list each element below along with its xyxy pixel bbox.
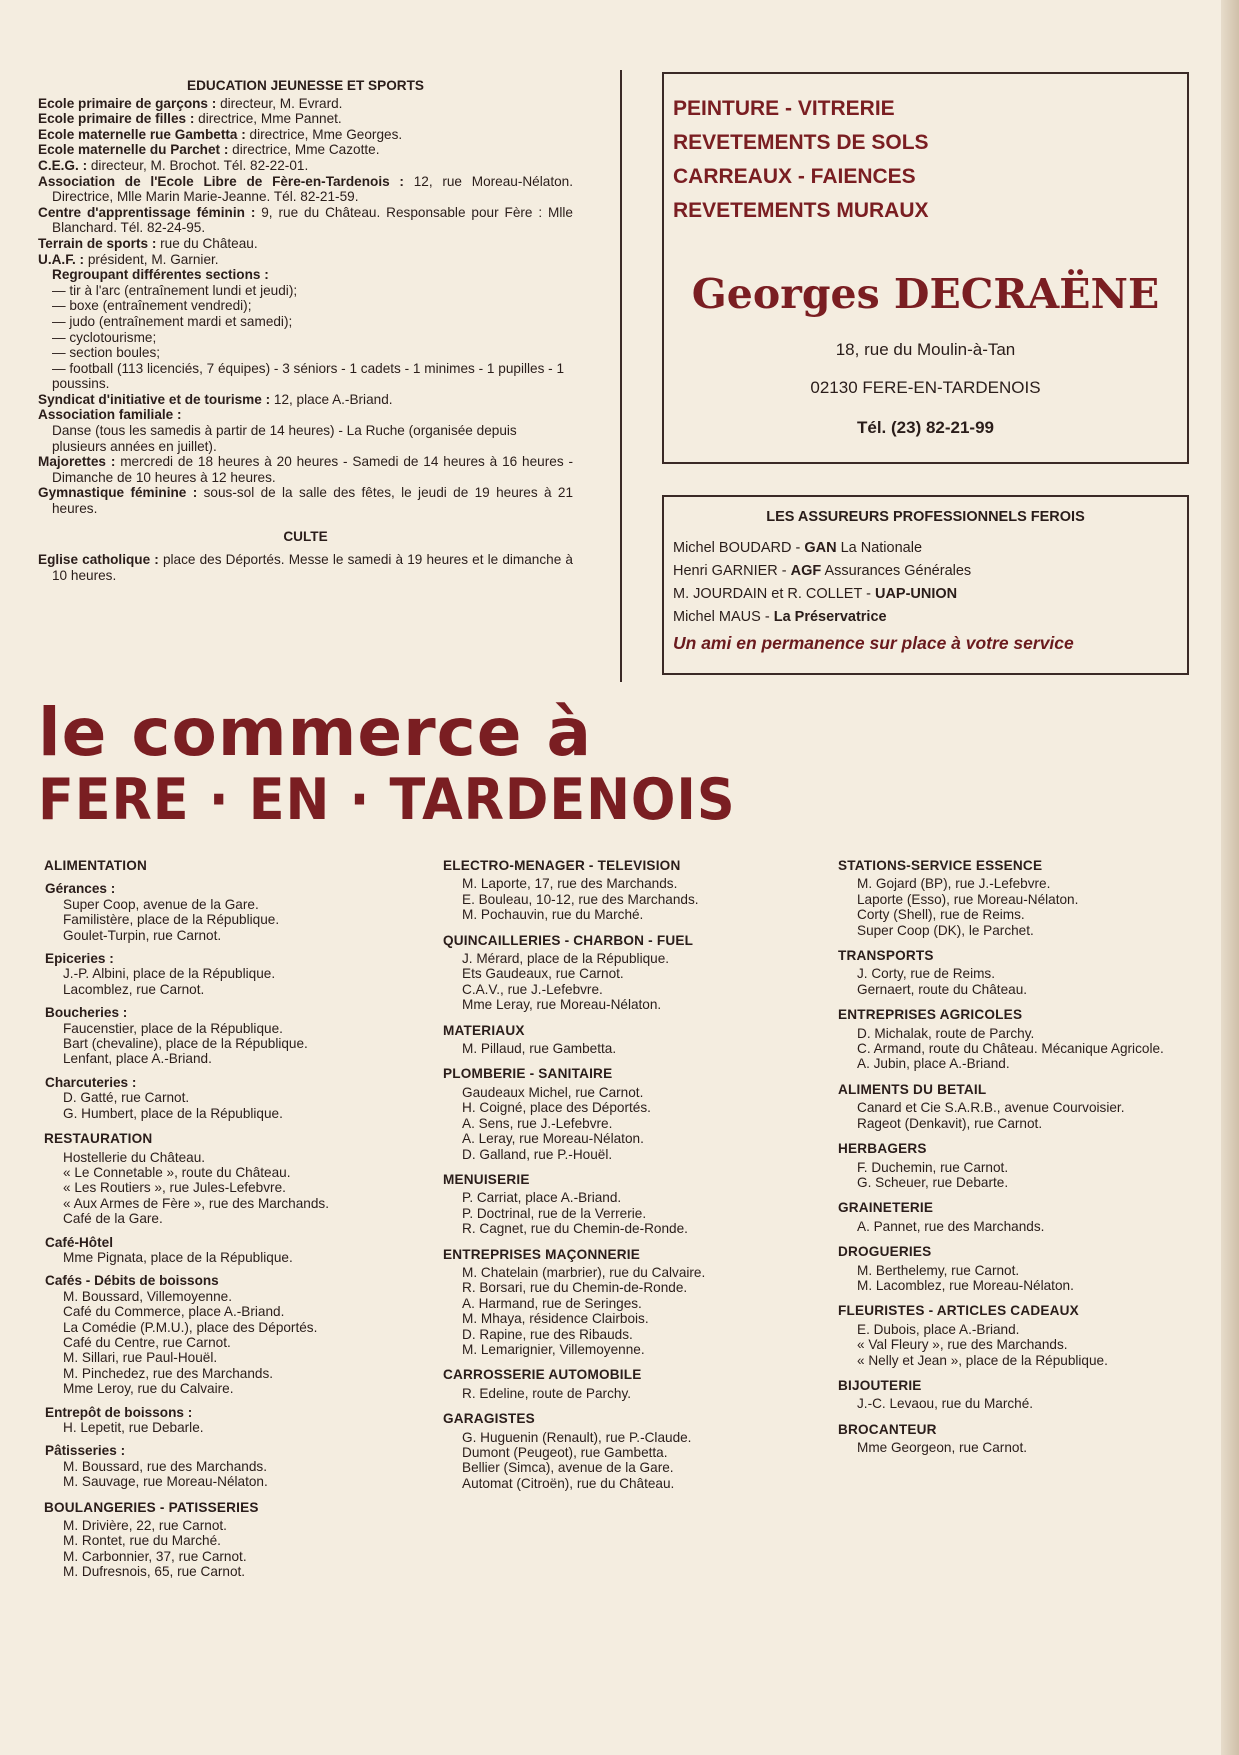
- education-text: directeur, M. Brochot. Tél. 82-22-01.: [87, 157, 309, 173]
- category-heading: MENUISERIE: [443, 1171, 530, 1187]
- education-text: président, M. Garnier.: [84, 251, 219, 267]
- listing-group: [44, 1289, 414, 1397]
- category-heading: QUINCAILLERIES - CHARBON - FUEL: [443, 932, 694, 948]
- listing-group: [443, 1041, 818, 1056]
- uaf-section-item: — cyclotourisme;: [52, 329, 157, 345]
- listing-item: Bart (chevaline), place de la République.: [63, 1036, 308, 1052]
- education-label: Gymnastique féminine :: [38, 485, 198, 501]
- listing-group: [44, 1420, 414, 1435]
- ad-service-line: REVETEMENTS DE SOLS: [673, 131, 929, 154]
- listing-item: M. Berthelemy, rue Carnot.: [857, 1262, 1020, 1278]
- listing-group: [838, 1160, 1208, 1191]
- education-entry: [38, 485, 573, 516]
- listing-group: [44, 897, 414, 943]
- listing-group: [44, 1459, 414, 1490]
- listing-group: [443, 1386, 818, 1401]
- subcategory-heading: Epiceries :: [45, 951, 114, 967]
- listing-item: J.-C. Levaou, rue du Marché.: [857, 1396, 1034, 1412]
- insurer-row: [673, 560, 1178, 583]
- education-entry: [38, 407, 573, 423]
- education-text: 12, place A.-Briand.: [270, 391, 393, 407]
- listing-item: J. Corty, rue de Reims.: [857, 966, 995, 982]
- listing-item: Mme Pignata, place de la République.: [63, 1249, 293, 1265]
- subcategory-heading: Gérances :: [45, 881, 116, 897]
- culte-label: Eglise catholique :: [38, 552, 159, 568]
- category-heading: MATERIAUX: [443, 1022, 525, 1038]
- insurer-company: UAP-UNION: [874, 586, 958, 602]
- listing-group: [838, 1100, 1208, 1131]
- listing-item: Goulet-Turpin, rue Carnot.: [63, 927, 222, 943]
- listing-item: E. Bouleau, 10-12, rue des Marchands.: [462, 891, 699, 907]
- listing-item: Canard et Cie S.A.R.B., avenue Courvoisier.: [857, 1100, 1125, 1116]
- education-label: Association de l'Ecole Libre de Fère-en-Tardenois :: [38, 173, 404, 189]
- insurer-name: M. JOURDAIN et R. COLLET -: [673, 586, 875, 602]
- insurer-row: [673, 583, 1178, 606]
- listing-item: P. Doctrinal, rue de la Verrerie.: [462, 1205, 647, 1221]
- education-entry: [38, 127, 573, 143]
- uaf-sections-list: [38, 283, 573, 392]
- category-heading: BIJOUTERIE: [838, 1377, 922, 1393]
- education-label: Association familiale :: [38, 407, 182, 423]
- category-heading: TRANSPORTS: [838, 948, 934, 964]
- listing-item: M. Boussard, Villemoyenne.: [63, 1288, 232, 1304]
- education-entry: [38, 111, 573, 127]
- ad-service-line: CARREAUX - FAIENCES: [673, 165, 916, 188]
- uaf-subheading: Regroupant différentes sections :: [52, 267, 269, 283]
- subcategory-heading: Charcuteries :: [45, 1074, 137, 1090]
- listing-item: Gaudeaux Michel, rue Carnot.: [462, 1084, 644, 1100]
- listing-item: Lenfant, place A.-Briand.: [63, 1051, 212, 1067]
- education-text: sous-sol de la salle des fêtes, le jeudi de 19 heures à 21 heures.: [52, 485, 574, 517]
- listing-group: [44, 1021, 414, 1067]
- listing-group: [44, 1150, 414, 1227]
- ad-phone: Tél. (23) 82-21-99: [856, 418, 994, 437]
- uaf-section-item: — football (113 licenciés, 7 équipes) - 3 séniors - 1 cadets - 1 minimes - 1 pupilles - 1 poussins.: [52, 360, 565, 392]
- listing-item: D. Gatté, rue Carnot.: [63, 1090, 190, 1106]
- listing-group: [838, 1322, 1208, 1368]
- listing-item: G. Humbert, place de la République.: [63, 1105, 283, 1121]
- listing-item: Super Coop, avenue de la Gare.: [63, 896, 259, 912]
- listing-item: M. Boussard, rue des Marchands.: [63, 1458, 267, 1474]
- education-entry: [38, 96, 573, 112]
- listing-item: M. Mhaya, résidence Clairbois.: [462, 1311, 649, 1327]
- listing-item: M. Chatelain (marbrier), rue du Calvaire.: [462, 1264, 706, 1280]
- listing-item: Café du Commerce, place A.-Briand.: [63, 1304, 285, 1320]
- ad-services-list: [664, 92, 1187, 228]
- category-heading: CARROSSERIE AUTOMOBILE: [443, 1367, 642, 1383]
- directory-column-1: [44, 858, 414, 1580]
- listing-group: [838, 966, 1208, 997]
- listing-item: E. Dubois, place A.-Briand.: [857, 1321, 1020, 1337]
- category-heading: STATIONS-SERVICE ESSENCE: [838, 858, 1043, 873]
- insurance-rows: [673, 537, 1178, 629]
- listing-item: M. Carbonnier, 37, rue Carnot.: [63, 1548, 247, 1564]
- listing-group: [443, 1265, 818, 1357]
- listing-item: Dumont (Peugeot), rue Gambetta.: [462, 1445, 668, 1460]
- listing-group: [44, 1518, 414, 1580]
- ad-service-line: PEINTURE - VITRERIE: [673, 97, 895, 120]
- category-heading: FLEURISTES - ARTICLES CADEAUX: [838, 1303, 1079, 1319]
- listing-item: « Val Fleury », rue des Marchands.: [857, 1337, 1068, 1353]
- listing-item: Café du Centre, rue Carnot.: [63, 1334, 231, 1350]
- education-entry: [38, 205, 573, 236]
- category-heading: PLOMBERIE - SANITAIRE: [443, 1066, 613, 1082]
- insurer-company: AGF: [790, 563, 822, 579]
- listing-group: [443, 951, 818, 1013]
- culte-entry: [38, 552, 573, 583]
- category-heading: GRAINETERIE: [838, 1200, 934, 1216]
- uaf-section-item: — boxe (entraînement vendredi);: [52, 298, 252, 314]
- headline-line-1: le commerce à: [38, 694, 593, 771]
- category-heading: HERBAGERS: [838, 1141, 927, 1157]
- listing-item: Mme Georgeon, rue Carnot.: [857, 1440, 1028, 1456]
- listing-item: D. Rapine, rue des Ribauds.: [462, 1326, 633, 1342]
- listing-item: A. Sens, rue J.-Lefebvre.: [462, 1115, 613, 1131]
- listing-item: J. Mérard, place de la République.: [462, 951, 670, 967]
- page-scan-edge: [1221, 0, 1239, 1755]
- ad-service-line: REVETEMENTS MURAUX: [673, 199, 929, 222]
- listing-item: M. Sillari, rue Paul-Houël.: [63, 1350, 218, 1366]
- listing-group: [838, 1263, 1208, 1294]
- insurance-box: [662, 495, 1189, 675]
- education-label: Centre d'apprentissage féminin :: [38, 204, 256, 220]
- listing-item: D. Galland, rue P.-Houël.: [462, 1146, 613, 1162]
- listing-item: Hostellerie du Château.: [63, 1149, 206, 1165]
- listing-item: Faucenstier, place de la République.: [63, 1020, 283, 1036]
- listing-item: « Aux Armes de Fère », rue des Marchands.: [63, 1195, 329, 1211]
- ad-business-name: Georges DECRAËNE: [691, 270, 1160, 318]
- uaf-section-item: — tir à l'arc (entraînement lundi et jeudi);: [52, 282, 298, 298]
- listing-item: M. Rontet, rue du Marché.: [63, 1533, 221, 1549]
- listing-item: P. Carriat, place A.-Briand.: [462, 1190, 622, 1206]
- insurer-company-rest: Assurances Générales: [821, 563, 972, 579]
- listing-item: Lacomblez, rue Carnot.: [63, 981, 205, 997]
- insurer-company-rest: La Nationale: [836, 540, 923, 556]
- education-entry: [38, 236, 573, 252]
- education-entry: [38, 158, 573, 174]
- insurance-slogan: Un ami en permanence sur place à votre service: [673, 633, 1074, 653]
- listing-item: M. Dufresnois, 65, rue Carnot.: [63, 1564, 246, 1580]
- uaf-section-item: — judo (entraînement mardi et samedi);: [52, 313, 293, 329]
- listing-item: R. Edeline, route de Parchy.: [462, 1385, 632, 1401]
- listing-item: C. Armand, route du Château. Mécanique Agricole.: [857, 1041, 1164, 1057]
- education-label: Ecole primaire de garçons :: [38, 95, 217, 111]
- listing-item: La Comédie (P.M.U.), place des Déportés.: [63, 1319, 318, 1335]
- education-text: directeur, M. Evrard.: [216, 95, 343, 111]
- education-entry: [38, 454, 573, 485]
- education-label: Majorettes :: [38, 454, 116, 470]
- subcategory-heading: Boucheries :: [45, 1005, 128, 1021]
- education-text: directrice, Mme Cazotte.: [228, 142, 380, 158]
- education-entry: [38, 392, 573, 408]
- listing-item: Ets Gaudeaux, rue Carnot.: [462, 966, 624, 982]
- education-entries-3: [38, 454, 573, 516]
- listing-item: G. Huguenin (Renault), rue P.-Claude.: [462, 1429, 692, 1445]
- ad-street: 18, rue du Moulin-à-Tan: [835, 340, 1016, 359]
- listing-group: [443, 876, 818, 922]
- insurance-title: LES ASSUREURS PROFESSIONNELS FEROIS: [766, 509, 1085, 525]
- listing-item: M. Pillaud, rue Gambetta.: [462, 1041, 617, 1057]
- education-label: Terrain de sports :: [38, 235, 157, 251]
- education-entries-2: [38, 392, 573, 423]
- listing-group: [443, 1430, 818, 1492]
- listing-item: « Les Routiers », rue Jules-Lefebvre.: [63, 1180, 286, 1196]
- listing-item: M. Lemarignier, Villemoyenne.: [462, 1341, 645, 1357]
- subcategory-heading: Pâtisseries :: [45, 1443, 126, 1459]
- listing-item: Super Coop (DK), le Parchet.: [857, 922, 1034, 938]
- listing-item: A. Jubin, place A.-Briand.: [857, 1056, 1010, 1072]
- listing-item: Café de la Gare.: [63, 1211, 163, 1227]
- listing-item: M. Laporte, 17, rue des Marchands.: [462, 876, 678, 892]
- category-heading: ENTREPRISES AGRICOLES: [838, 1007, 1023, 1023]
- education-label: Ecole maternelle rue Gambetta :: [38, 126, 246, 142]
- listing-group: [443, 1085, 818, 1162]
- listing-item: A. Harmand, rue de Seringes.: [462, 1295, 642, 1311]
- listing-item: « Nelly et Jean », place de la République.: [857, 1352, 1108, 1368]
- insurer-name: Michel MAUS -: [673, 609, 774, 625]
- decraene-ad: [662, 72, 1189, 464]
- listing-item: R. Cagnet, rue du Chemin-de-Ronde.: [462, 1221, 688, 1237]
- insurer-row: [673, 537, 1178, 560]
- category-heading: BROCANTEUR: [838, 1421, 937, 1437]
- column-divider: [620, 70, 622, 682]
- listing-group: [44, 966, 414, 997]
- listing-item: M. Pinchedez, rue des Marchands.: [63, 1365, 274, 1381]
- listing-item: Automat (Citroën), rue du Château.: [462, 1475, 675, 1491]
- insurer-company: GAN: [804, 540, 837, 556]
- listing-item: A. Pannet, rue des Marchands.: [857, 1218, 1045, 1234]
- education-text: 9, rue du Château. Responsable pour Fère : Mlle Blanchard. Tél. 82-24-95.: [52, 204, 573, 236]
- education-entry: [38, 142, 573, 158]
- listing-item: F. Duchemin, rue Carnot.: [857, 1159, 1009, 1175]
- insurer-name: Michel BOUDARD -: [673, 540, 805, 556]
- education-text: directrice, Mme Pannet.: [194, 111, 342, 127]
- education-label: Syndicat d'initiative et de tourisme :: [38, 391, 271, 407]
- listing-item: Rageot (Denkavit), rue Carnot.: [857, 1115, 1043, 1131]
- education-entries: [38, 96, 573, 268]
- listing-group: [838, 1440, 1208, 1455]
- listing-group: [838, 1396, 1208, 1411]
- insurer-row: [673, 606, 1178, 629]
- category-heading: DROGUERIES: [838, 1244, 932, 1260]
- listing-item: A. Leray, rue Moreau-Nélaton.: [462, 1131, 644, 1147]
- category-heading: RESTAURATION: [44, 1131, 153, 1147]
- education-entry: [38, 252, 573, 268]
- listing-item: « Le Connetable », route du Château.: [63, 1164, 291, 1180]
- culte-title: CULTE: [283, 528, 328, 544]
- education-label: Ecole primaire de filles :: [38, 111, 195, 127]
- listing-item: R. Borsari, rue du Chemin-de-Ronde.: [462, 1280, 688, 1296]
- category-heading: ALIMENTATION: [44, 858, 148, 873]
- listing-item: J.-P. Albini, place de la République.: [63, 966, 276, 982]
- culte-text: place des Déportés. Messe le samedi à 19 heures et le dimanche à 10 heures.: [52, 552, 573, 583]
- education-section: [38, 78, 573, 583]
- listing-item: M. Lacomblez, rue Moreau-Nélaton.: [857, 1277, 1074, 1293]
- listing-group: [44, 1250, 414, 1265]
- listing-group: [44, 1090, 414, 1121]
- education-text: 12, rue Moreau-Nélaton. Directrice, Mlle Marin Marie-Jeanne. Tél. 82-21-59.: [52, 173, 573, 205]
- listing-group: [838, 1219, 1208, 1234]
- subcategory-heading: Entrepôt de boissons :: [45, 1404, 193, 1420]
- education-text: rue du Château.: [156, 235, 258, 251]
- category-heading: BOULANGERIES - PATISSERIES: [44, 1499, 259, 1515]
- listing-item: H. Lepetit, rue Debarle.: [63, 1420, 204, 1435]
- uaf-section-item: — section boules;: [52, 345, 161, 361]
- directory-column-2: [443, 858, 818, 1491]
- listing-group: [838, 1026, 1208, 1072]
- insurer-name: Henri GARNIER -: [673, 563, 791, 579]
- listing-item: C.A.V., rue J.-Lefebvre.: [462, 981, 603, 997]
- education-text: directrice, Mme Georges.: [245, 126, 403, 142]
- familiale-text: Danse (tous les samedis à partir de 14 heures) - La Ruche (organisée depuis plusieurs années en juillet).: [52, 423, 517, 454]
- listing-item: Corty (Shell), rue de Reims.: [857, 907, 1025, 923]
- education-label: C.E.G. :: [38, 157, 88, 173]
- category-heading: ENTREPRISES MAÇONNERIE: [443, 1246, 641, 1262]
- listing-item: M. Drivière, 22, rue Carnot.: [63, 1518, 227, 1534]
- listing-item: M. Sauvage, rue Moreau-Nélaton.: [63, 1474, 268, 1490]
- listing-item: D. Michalak, route de Parchy.: [857, 1025, 1035, 1041]
- education-entry: [38, 174, 573, 205]
- category-heading: ELECTRO-MENAGER - TELEVISION: [443, 858, 681, 873]
- listing-item: M. Pochauvin, rue du Marché.: [462, 907, 644, 923]
- subcategory-heading: Cafés - Débits de boissons: [45, 1273, 219, 1289]
- listing-group: [838, 876, 1208, 938]
- insurer-company: La Préservatrice: [773, 609, 887, 625]
- education-title: EDUCATION JEUNESSE ET SPORTS: [187, 78, 424, 93]
- education-text: mercredi de 18 heures à 20 heures - Samedi de 14 heures à 16 heures - Dimanche de 10 heures à 12 heures.: [52, 454, 573, 485]
- listing-item: Familistère, place de la République.: [63, 912, 280, 928]
- education-label: U.A.F. :: [38, 251, 85, 267]
- listing-group: [443, 1190, 818, 1236]
- ad-city: 02130 FERE-EN-TARDENOIS: [810, 378, 1041, 397]
- headline-line-2: FERE · EN · TARDENOIS: [38, 767, 736, 833]
- category-heading: ALIMENTS DU BETAIL: [838, 1081, 987, 1097]
- listing-item: Mme Leray, rue Moreau-Nélaton.: [462, 997, 662, 1013]
- category-heading: GARAGISTES: [443, 1411, 535, 1427]
- listing-item: Bellier (Simca), avenue de la Gare.: [462, 1460, 674, 1476]
- listing-item: H. Coigné, place des Déportés.: [462, 1100, 651, 1116]
- listing-item: M. Gojard (BP), rue J.-Lefebvre.: [857, 876, 1051, 892]
- subcategory-heading: Café-Hôtel: [45, 1234, 113, 1250]
- education-label: Ecole maternelle du Parchet :: [38, 142, 229, 158]
- listing-item: Gernaert, route du Château.: [857, 981, 1028, 997]
- listing-item: Mme Leroy, rue du Calvaire.: [63, 1381, 234, 1397]
- directory-column-3: [838, 858, 1208, 1456]
- listing-item: Laporte (Esso), rue Moreau-Nélaton.: [857, 891, 1079, 907]
- listing-item: G. Scheuer, rue Debarte.: [857, 1174, 1009, 1190]
